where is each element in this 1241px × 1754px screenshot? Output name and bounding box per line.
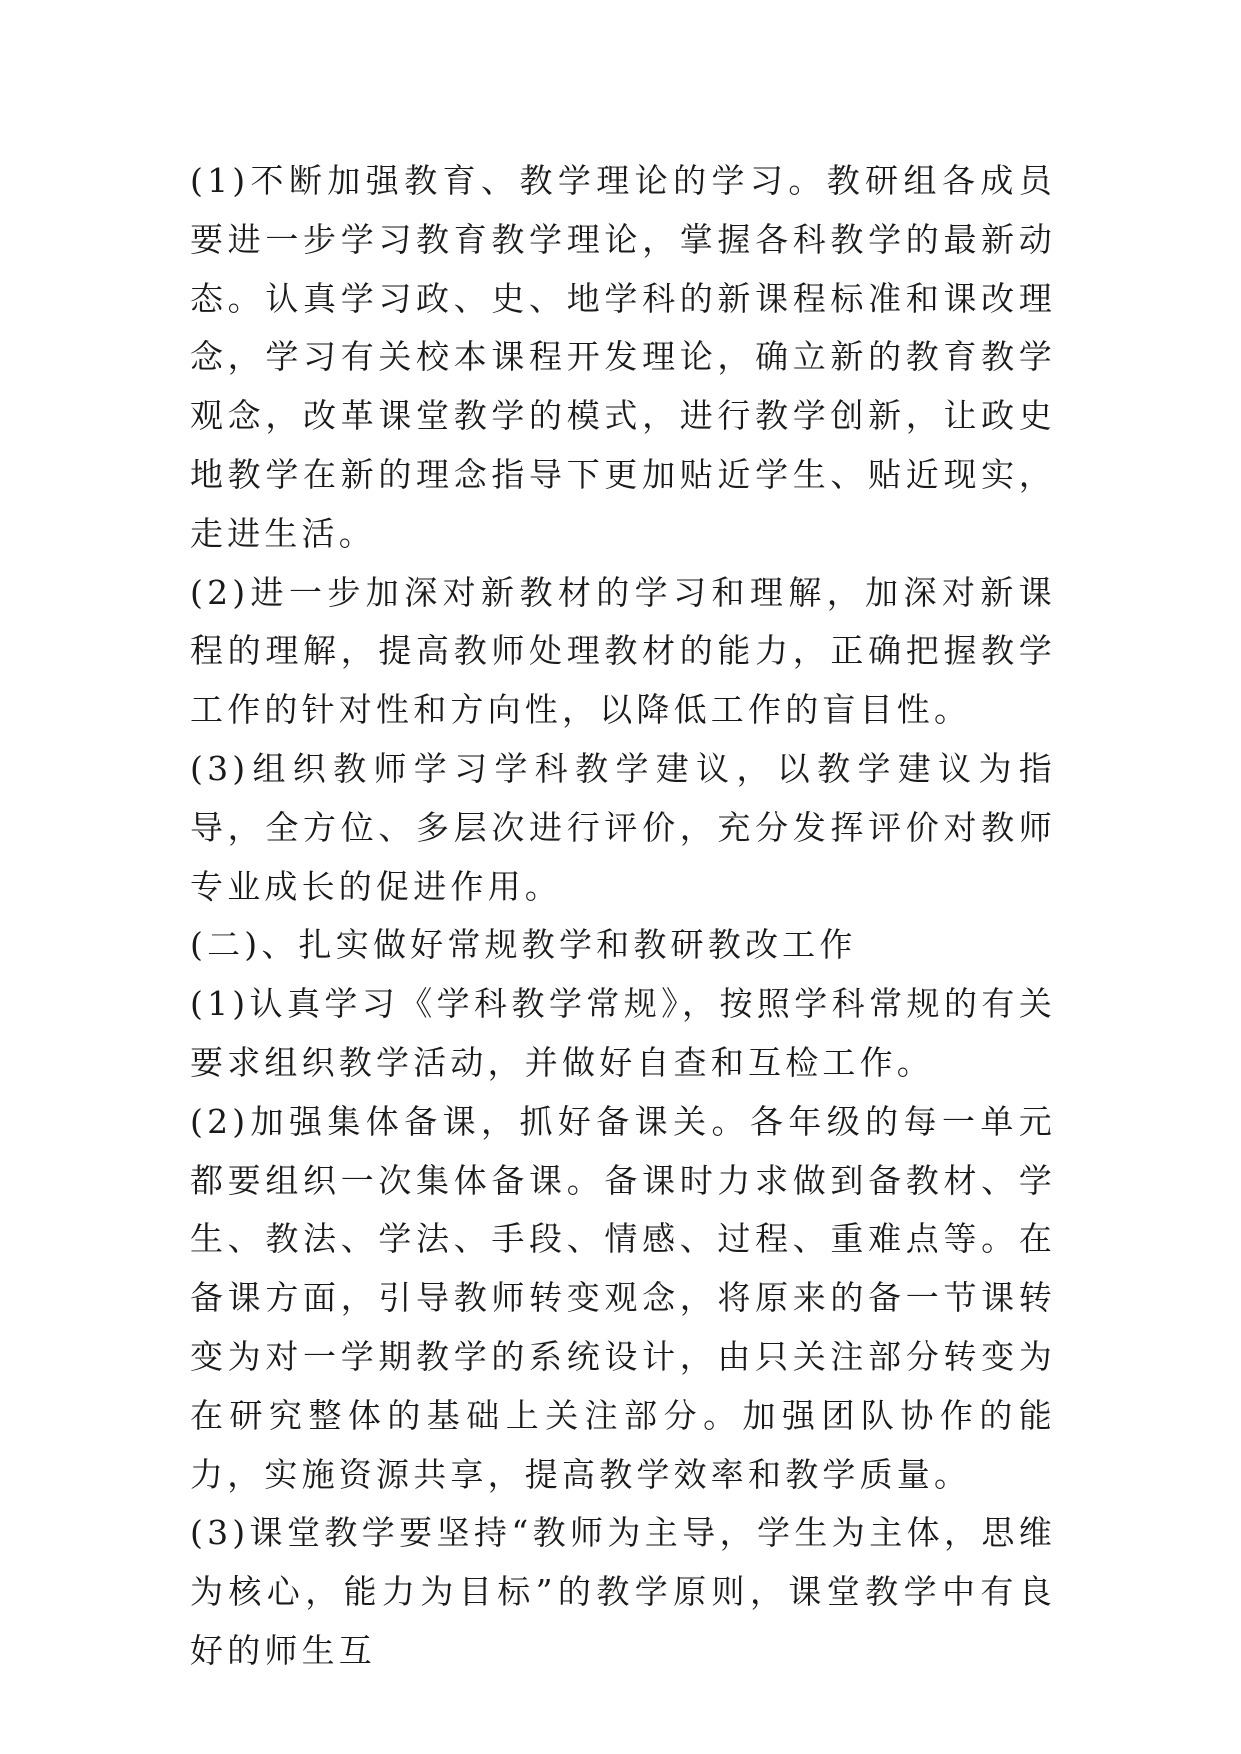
body-text xyxy=(190,152,1056,1681)
paragraph-theory-study: (1)不断加强教育、教学理论的学习。教研组各成员要进一步学习教育教学理论，掌握各科教学的最新动态。认真学习政、史、地学科的新课程标准和课改理念，学习有关校本课程开发理论，确立新的教育教学观念，改革课堂教学的模式，进行教学创新，让政史地教学在新的理念指导下更加贴近学生、贴近现实，走进生活。 xyxy=(190,161,1056,553)
paragraph-classroom-principles: (3)课堂教学要坚持“教师为主导，学生为主体，思维为核心，能力为目标”的教学原则，课堂教学中有良好的师生互 xyxy=(190,1513,1056,1670)
paragraph-new-textbook: (2)进一步加深对新教材的学习和理解，加深对新课程的理解，提高教师处理教材的能力，正确把握教学工作的针对性和方向性，以降低工作的盲目性。 xyxy=(190,572,1056,730)
paragraph-collective-lesson-prep: (2)加强集体备课，抓好备课关。各年级的每一单元都要组织一次集体备课。备课时力求做到备教材、学生、教法、学法、手段、情感、过程、重难点等。在备课方面，引导教师转变观念，将原来的备一节课转变为对一学期教学的系统设计，由只关注部分转变为在研究整体的基础上关注部分。加强团队协作的能力，实施资源共享，提高教学效率和教学质量。 xyxy=(190,1101,1056,1494)
paragraph-teaching-routine: (1)认真学习《学科教学常规》，按照学科常规的有关要求组织教学活动，并做好自查和互检工作。 xyxy=(190,984,1056,1082)
section-heading-routine-teaching: (二)、扎实做好常规教学和教研教改工作 xyxy=(190,925,857,965)
paragraph-teaching-advice: (3)组织教师学习学科教学建议，以教学建议为指导，全方位、多层次进行评价，充分发挥评价对教师专业成长的促进作用。 xyxy=(190,748,1056,906)
